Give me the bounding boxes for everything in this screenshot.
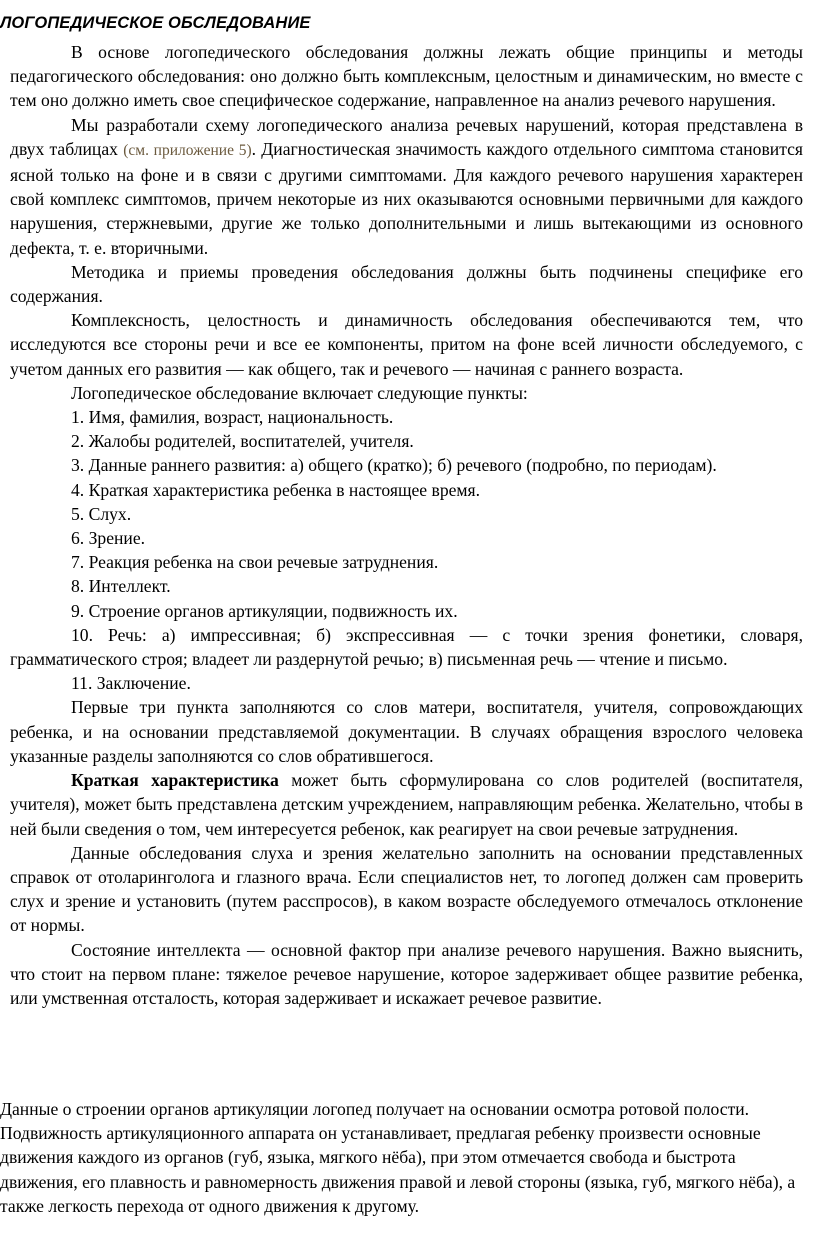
- list-item: 6. Зрение.: [71, 528, 146, 549]
- brief-characteristic-term: Краткая характеристика: [71, 770, 279, 791]
- list-item: 9. Строение органов артикуляции, подвижность их.: [71, 600, 458, 621]
- list-item: 11. Заключение.: [71, 673, 191, 694]
- paragraph-scheme: [10, 113, 803, 260]
- list-item: 1. Имя, фамилия, возраст, национальность.: [71, 407, 394, 428]
- paragraph-first-items: Первые три пункта заполняются со слов матери, воспитателя, учителя, сопровождающих ребенка, и на основании представляемой документации. В случаях обращения взрослого человека указанные разделы заполняются со слов обратившегося.: [10, 697, 803, 766]
- paragraph-complexity: Комплексность, целостность и динамичность обследования обеспечиваются тем, что исследуются все стороны речи и все ее компоненты, притом на фоне всей личности обследуемого, с учетом данных его развития — как общего, так и речевого — начиная с раннего возраста.: [10, 310, 803, 379]
- scheme-text-start: Мы разработали схему логопедического анализа речевых нарушений, которая представлена в двух таблицах: [10, 114, 803, 159]
- appendix-reference: (см. приложение 5): [123, 141, 252, 159]
- paragraph-intellect: Состояние интеллекта — основной фактор при анализе речевого нарушения. Важно выяснить, что стоит на первом плане: тяжелое речевое нарушение, которое задерживает общее развитие ребенка, или умственная отсталость, которая задерживает и искажает речевое развитие.: [10, 939, 803, 1008]
- list-item: 8. Интеллект.: [71, 576, 171, 597]
- brief-characteristic-text: может быть сформулирована со слов родителей (воспитателя, учителя), может быть представлена детским учреждением, направляющим ребенка. Желательно, чтобы в ней были сведения о том, чем интересуется ребенок, как реагирует на свои речевые затруднения.: [10, 770, 803, 839]
- paragraph-principles: В основе логопедического обследования должны лежать общие принципы и методы педагогического обследования: оно должно быть комплексным, целостным и динамическим, но вместе с тем оно должно иметь свое специфическое содержание, направленное на анализ речевого нарушения.: [10, 42, 803, 111]
- list-item: 4. Краткая характеристика ребенка в настоящее время.: [71, 479, 481, 500]
- document-title: ЛОГОПЕДИЧЕСКОЕ ОБСЛЕДОВАНИЕ: [0, 14, 311, 32]
- list-item: 10. Речь: а) импрессивная; б) экспрессивная — с точки зрения фонетики, словаря, грамматического строя; владеет ли раздернутой речью; в) письменная речь — чтение и письмо.: [10, 624, 803, 670]
- paragraph-items-intro: Логопедическое обследование включает следующие пункты:: [71, 382, 528, 403]
- exam-items-list: [10, 405, 803, 695]
- paragraph-brief-characteristic: [10, 768, 803, 841]
- paragraph-methods: Методика и приемы проведения обследования должны быть подчинены специфике его содержания.: [10, 261, 803, 307]
- list-item: 5. Слух.: [71, 503, 132, 524]
- document-body: [10, 40, 803, 1010]
- list-item: 3. Данные раннего развития: а) общего (кратко); б) речевого (подробно, по периодам).: [71, 455, 717, 476]
- paragraph-hearing-vision: Данные обследования слуха и зрения желательно заполнить на основании представленных справок от отоларинголога и глазного врача. Если специалистов нет, то логопед должен сам проверить слух и зрение и установить (путем расспросов), в каком возрасте обследуемого отмечалось отклонение от нормы.: [10, 842, 803, 936]
- list-item: 2. Жалобы родителей, воспитателей, учителя.: [71, 431, 414, 452]
- paragraph-articulation: Данные о строении органов артикуляции логопед получает на основании осмотра ротовой полости. Подвижность артикуляционного аппарата он устанавливает, предлагая ребенку произвести основные движения каждого из органов (губ, языка, мягкого нёба), при этом отмечается свобода и быстрота движения, его плавность и равномерность движения правой и левой стороны (языка, губ, мягкого нёба), а также легкость перехода от одного движения к другому.: [0, 1099, 796, 1216]
- list-item: 7. Реакция ребенка на свои речевые затруднения.: [71, 552, 439, 573]
- scheme-text-end: . Диагностическая значимость каждого отдельного симптома становится ясной только на фоне и в связи с другими симптомами. Для каждого речевого нарушения характерен свой комплекс симптомов, причем некоторые из них оказываются основными первичными для каждого нарушения, стержневыми, другие же только дополнительными и лишь вытекающими из основного дефекта, т. е. вторичными.: [10, 138, 803, 258]
